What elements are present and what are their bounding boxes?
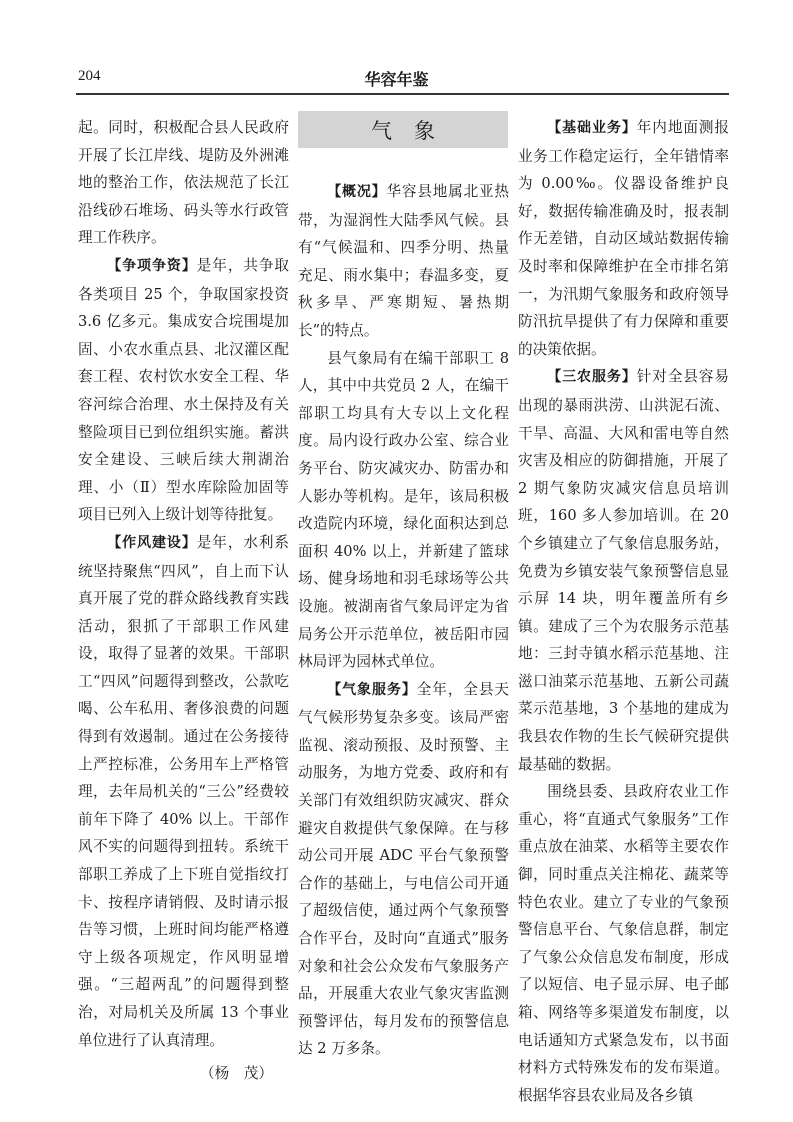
section-heading: 【争项争资】 (107, 257, 197, 274)
paragraph-work-style: 【作风建设】是年，水利系统坚持聚焦“四风”，自上而下认真开展了党的群众路线教育实践活动，狠抓了干部职工作风建设，取得了显著的效果。干部职工“四风”问题得到整改，公款吃喝、公车私用、奢侈浪费的问题得到有效遏制。通过在公务接待上严控标准，公务用车上严格管理，去年局机关的“三公”经费较前年下降了 40% 以上。干部作风不实的问题得到扭转。系统干部职工养成了上下班自觉指纹打卡、按程序请销假、及时请示报告等习惯，上班时间均能严格遵守上级各项规定，作风明显增强。“三超两乱”的问题得到整治，对局机关及所属 13 个事业单位进行了认真清理。 (78, 533, 289, 1049)
page-number: 204 (78, 68, 101, 84)
paragraph-direct-service: 围绕县委、县政府农业工作重心，将“直通式气象服务”工作重点放在油菜、水稻等主要农作御，同时重点关注棉花、蔬菜等特色农业。建立了专业的气象预警信息平台、气象信息群，制定了气象公众信息发布制度，形成了以短信、电子显示屏、电子邮箱、网络等多渠道发布制度，以电话通知方式紧急发布，以书面材料方式特殊发布的发布渠道。根据华容县农业局及各乡镇 (518, 783, 729, 1104)
section-heading: 【作风建设】 (107, 534, 197, 551)
column-2 (298, 178, 509, 1063)
running-header-title: 华容年鉴 (364, 70, 429, 89)
paragraph-overview: 【概况】华容县地属北亚热带，为湿润性大陆季风气候。县有“气候温和、四季分明、热量充足、雨水集中；春温多变，夏秋多旱、严寒期短、暑热期长”的特点。 (298, 183, 509, 339)
section-heading: 【气象服务】 (327, 681, 417, 698)
paragraph-weather-service: 【气象服务】全年，全县天气气候形势复杂多变。该局严密监视、滚动预报、及时预警、主动服务，为地方党委、政府和有关部门有效组织防灾减灾、群众避灾自救提供气象保障。在与移动公司开展 ADC 平台气象预警合作的基础上，与电信公司开通了超级信使，通过两个气象预警合作平台，及时向“直通式”服务对象和社会公众发布气象服务产品，开展重大农业气象灾害监测预警评估，每月发布的预警信息达 2 万多条。 (298, 680, 509, 1058)
paragraph-continued: 起。同时，积极配合县人民政府开展了长江岸线、堤防及外洲滩地的整治工作，依法规范了长江沿线砂石堆场、码头等水行政管理工作秩序。 (78, 119, 289, 247)
column-1 (78, 114, 289, 1088)
paragraph-basic-operations: 【基础业务】年内地面测报业务工作稳定运行，全年错情率为 0.00‰。仪器设备维护良好，数据传输准确及时，报表制作无差错，自动区域站数据传输及时率和保障维护在全市排名第一，为汛期气象服务和政府领导防汛抗旱提供了有力保障和重要的决策依据。 (518, 119, 729, 358)
paragraph-agri-service: 【三农服务】针对全县容易出现的暴雨洪涝、山洪泥石流、干旱、高温、大风和雷电等自然灾害及相应的防御措施，开展了 2 期气象防灾减灾信息员培训班，160 多人参加培训。在 20 个乡镇建立了气象信息服务站，免费为乡镇安装气象预警信息显示屏 14 块，明年覆盖所有乡镇。建成了三个为农服务示范基地：三封寺镇水稻示范基地、注滋口油菜示范基地、五新公司蔬菜示范基地，3 个基地的建成为我县农作物的生长气候研究提供最基础的数据。 (518, 368, 729, 773)
paragraph-project-funding: 【争项争资】是年，共争取各类项目 25 个，争取国家投资 3.6 亿多元。集成安合垸围堤加固、小农水重点县、北汉灌区配套工程、农村饮水安全工程、华容河综合治理、水土保持及有关整险项目已到位组织实施。蓄洪安全建设、三峡后续大荆湖治理、小（Ⅱ）型水库除险加固等项目已列入上级计划等待批复。 (78, 256, 289, 524)
section-heading: 【概况】 (327, 184, 387, 200)
section-title-box: 气象 (298, 111, 508, 148)
header-rule (76, 93, 729, 95)
author-signature: （杨 茂） (200, 1065, 273, 1083)
section-heading: 【三农服务】 (547, 369, 637, 386)
column-3 (518, 114, 729, 1109)
paragraph-bureau-staff: 县气象局有在编干部职工 8 人，其中中共党员 2 人，在编干部职工均具有大专以上文化程度。局内设行政办公室、综合业务平台、防灾减灾办、防雷办和人影办等机构。是年，该局积极改造院内环境，绿化面积达到总面积 40% 以上，并新建了篮球场、健身场地和羽毛球场等公共设施。被湖南省气象局评定为省局务公开示范单位，被岳阳市园林局评为园林式单位。 (298, 349, 509, 671)
section-heading: 【基础业务】 (547, 120, 637, 136)
